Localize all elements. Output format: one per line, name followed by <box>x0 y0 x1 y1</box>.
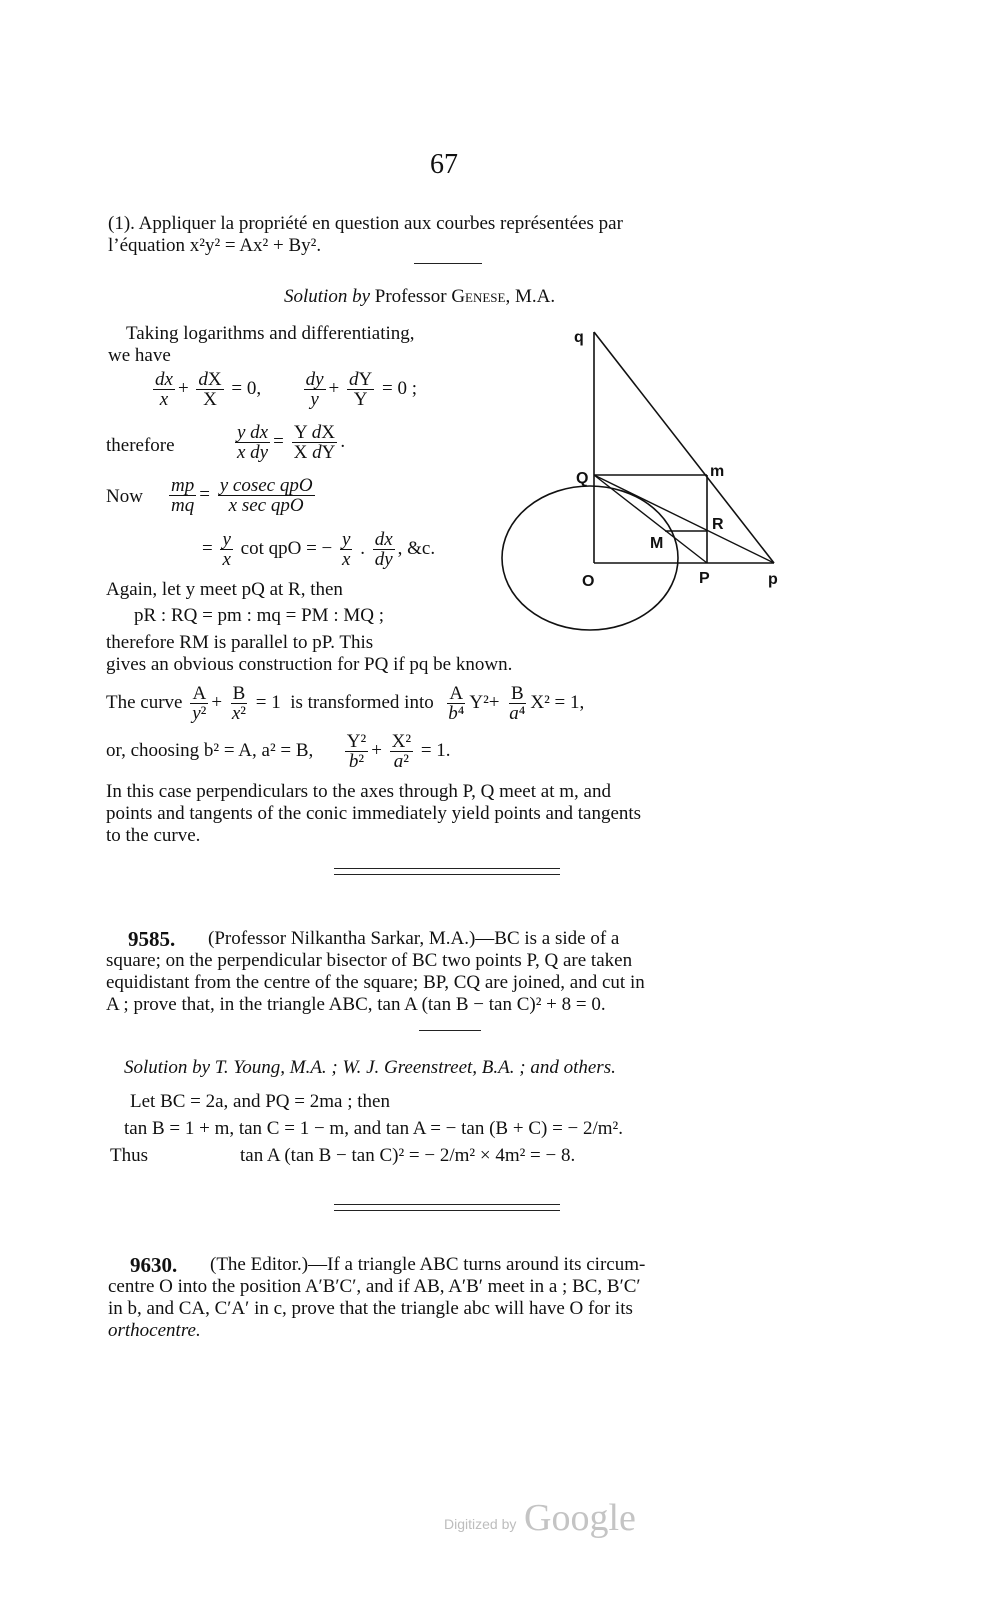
therefore-equation: $\frac{\text{y dx}}{\text{x dy}}$ = $\frac{\text{Y dX}}{\text{X dY}}$ . <box>237 422 346 463</box>
eq1-rhs: = 0, <box>231 377 262 399</box>
label-q: q <box>574 329 584 346</box>
transformed-text: is transformed into <box>290 691 434 713</box>
solution1-header <box>284 286 555 308</box>
problem-9630-line-4: orthocentre. <box>108 1320 201 1341</box>
author-degree: M.A. <box>514 286 556 307</box>
now-rhs-denominator: x sec qpO <box>228 495 304 516</box>
cot-text: cot qpO = − <box>240 537 333 559</box>
solution2-line-2: tan B = 1 + m, tan C = 1 − m, and tan A = − tan (B + C) = − 2/m². <box>124 1118 624 1139</box>
now-rhs-numerator: y cosec qpO <box>219 475 313 496</box>
ratio-line: pR : RQ = pm : mq = PM : MQ ; <box>134 605 384 626</box>
problem-9630-number: 9630. <box>130 1253 178 1277</box>
curve-eq1-text: = 1 <box>255 691 281 713</box>
solution2-line-3: tan A (tan B − tan C)² = − 2/m² × 4m² = − 8. <box>240 1145 576 1166</box>
problem-9585-line-4: A ; prove that, in the triangle ABC, tan A (tan B − tan C)² + 8 = 0. <box>106 994 606 1015</box>
problem-9630-line-1: (The Editor.)—If a triangle ABC turns around its circum- <box>210 1254 646 1275</box>
line-qp <box>594 332 774 563</box>
curve-equation-row: The curve $\frac{A}{\text{y²}}$ + $\frac{B}{\text{x²}}$ = 1 is transformed into $\frac{A}{\text{b⁴}}$ Y²+ $\frac{B}{\text{a⁴}}$ X² = 1, <box>106 683 585 724</box>
problem-9585-number: 9585. <box>128 927 176 951</box>
now-label: Now <box>106 486 143 507</box>
double-rule-2-bottom <box>334 1210 560 1211</box>
line-Qp <box>594 475 774 563</box>
digitized-by-label: Digitized by <box>444 1516 517 1532</box>
taking-line: Taking logarithms and differentiating, <box>126 323 415 344</box>
solution2-thus-label: Thus <box>110 1145 148 1166</box>
equation-row-1: $\frac{dx}{x}$ + $\frac{dX}{X}$ = 0, $\frac{dy}{y}$ + $\frac{dY}{Y}$ = 0 ; <box>155 369 417 410</box>
again-line: Again, let y meet pQ at R, then <box>106 579 343 600</box>
short-rule-1 <box>414 263 482 264</box>
label-P: P <box>699 570 710 587</box>
solution-by-label: Solution by <box>284 286 371 307</box>
label-Q: Q <box>576 470 589 487</box>
etc-text: , &c. <box>397 537 436 559</box>
gives-line: gives an obvious construction for PQ if pq be known. <box>106 654 513 675</box>
label-p: p <box>768 571 778 588</box>
case-line-2: points and tangents of the conic immediately yield points and tangents <box>106 803 642 824</box>
curve-eq2-text: = 1, <box>554 691 585 713</box>
now-equation: $\frac{mp}{mq}$ = $\frac{\text{y cosec qpO}}{\text{x sec qpO}}$ <box>171 475 313 516</box>
intro-line-2: l’équation x²y² = Ax² + By². <box>108 235 322 256</box>
parallel-line: therefore RM is parallel to pP. This <box>106 632 374 653</box>
eq2-rhs: = 0 ; <box>382 377 417 399</box>
problem-9585-line-3: equidistant from the centre of the square; BP, CQ are joined, and cut in <box>106 972 645 993</box>
label-R: R <box>712 516 724 533</box>
eq-one-text: = 1. <box>420 739 451 761</box>
solution2-header: Solution by T. Young, M.A. ; W. J. Greenstreet, B.A. ; and others. <box>124 1057 616 1078</box>
double-rule-2-top <box>334 1204 560 1205</box>
case-line-1: In this case perpendiculars to the axes through P, Q meet at m, and <box>106 781 611 802</box>
therefore-label: therefore <box>106 435 175 456</box>
geometry-diagram <box>490 320 800 640</box>
double-rule-1-top <box>334 868 560 869</box>
curve-start-text: The curve <box>106 691 183 713</box>
google-logo: Google <box>524 1497 636 1539</box>
page-number: 67 <box>430 149 458 180</box>
choosing-row: or, choosing b² = A, a² = B, $\frac{\text{Y²}}{\text{b²}}$ + $\frac{\text{X²}}{\text{a²}}$ = 1. <box>106 731 451 772</box>
professor-label: Professor <box>374 286 447 307</box>
conic-ellipse <box>502 486 678 630</box>
problem-9630-line-2: centre O into the position A′B′C′, and if AB, A′B′ meet in a ; BC, B′C′ <box>108 1276 641 1297</box>
solution2-line-1: Let BC = 2a, and PQ = 2ma ; then <box>130 1091 390 1112</box>
case-line-3: to the curve. <box>106 825 201 846</box>
cot-equation: = $\frac{y}{x}$ cot qpO = − $\frac{y}{x}$ . $\frac{dx}{dy}$ , &c. <box>202 529 436 570</box>
problem-9585-line-2: square; on the perpendicular bisector of BC two points P, Q are taken <box>106 950 633 971</box>
problem-9630-line-3: in b, and CA, C′A′ in c, prove that the triangle abc will have O for its <box>108 1298 633 1319</box>
problem-9585-line-1: (Professor Nilkantha Sarkar, M.A.)—BC is a side of a <box>208 928 620 949</box>
we-have-line: we have <box>108 345 171 366</box>
label-m: m <box>710 463 725 480</box>
label-O: O <box>582 573 595 590</box>
author-name: Genese, <box>451 286 511 307</box>
double-rule-1-bottom <box>334 874 560 875</box>
intro-line-1: (1). Appliquer la propriété en question aux courbes représentées par <box>108 213 623 234</box>
choosing-text: or, choosing b² = A, a² = B, <box>106 739 314 761</box>
label-M: M <box>650 535 664 552</box>
short-rule-2 <box>419 1030 481 1031</box>
